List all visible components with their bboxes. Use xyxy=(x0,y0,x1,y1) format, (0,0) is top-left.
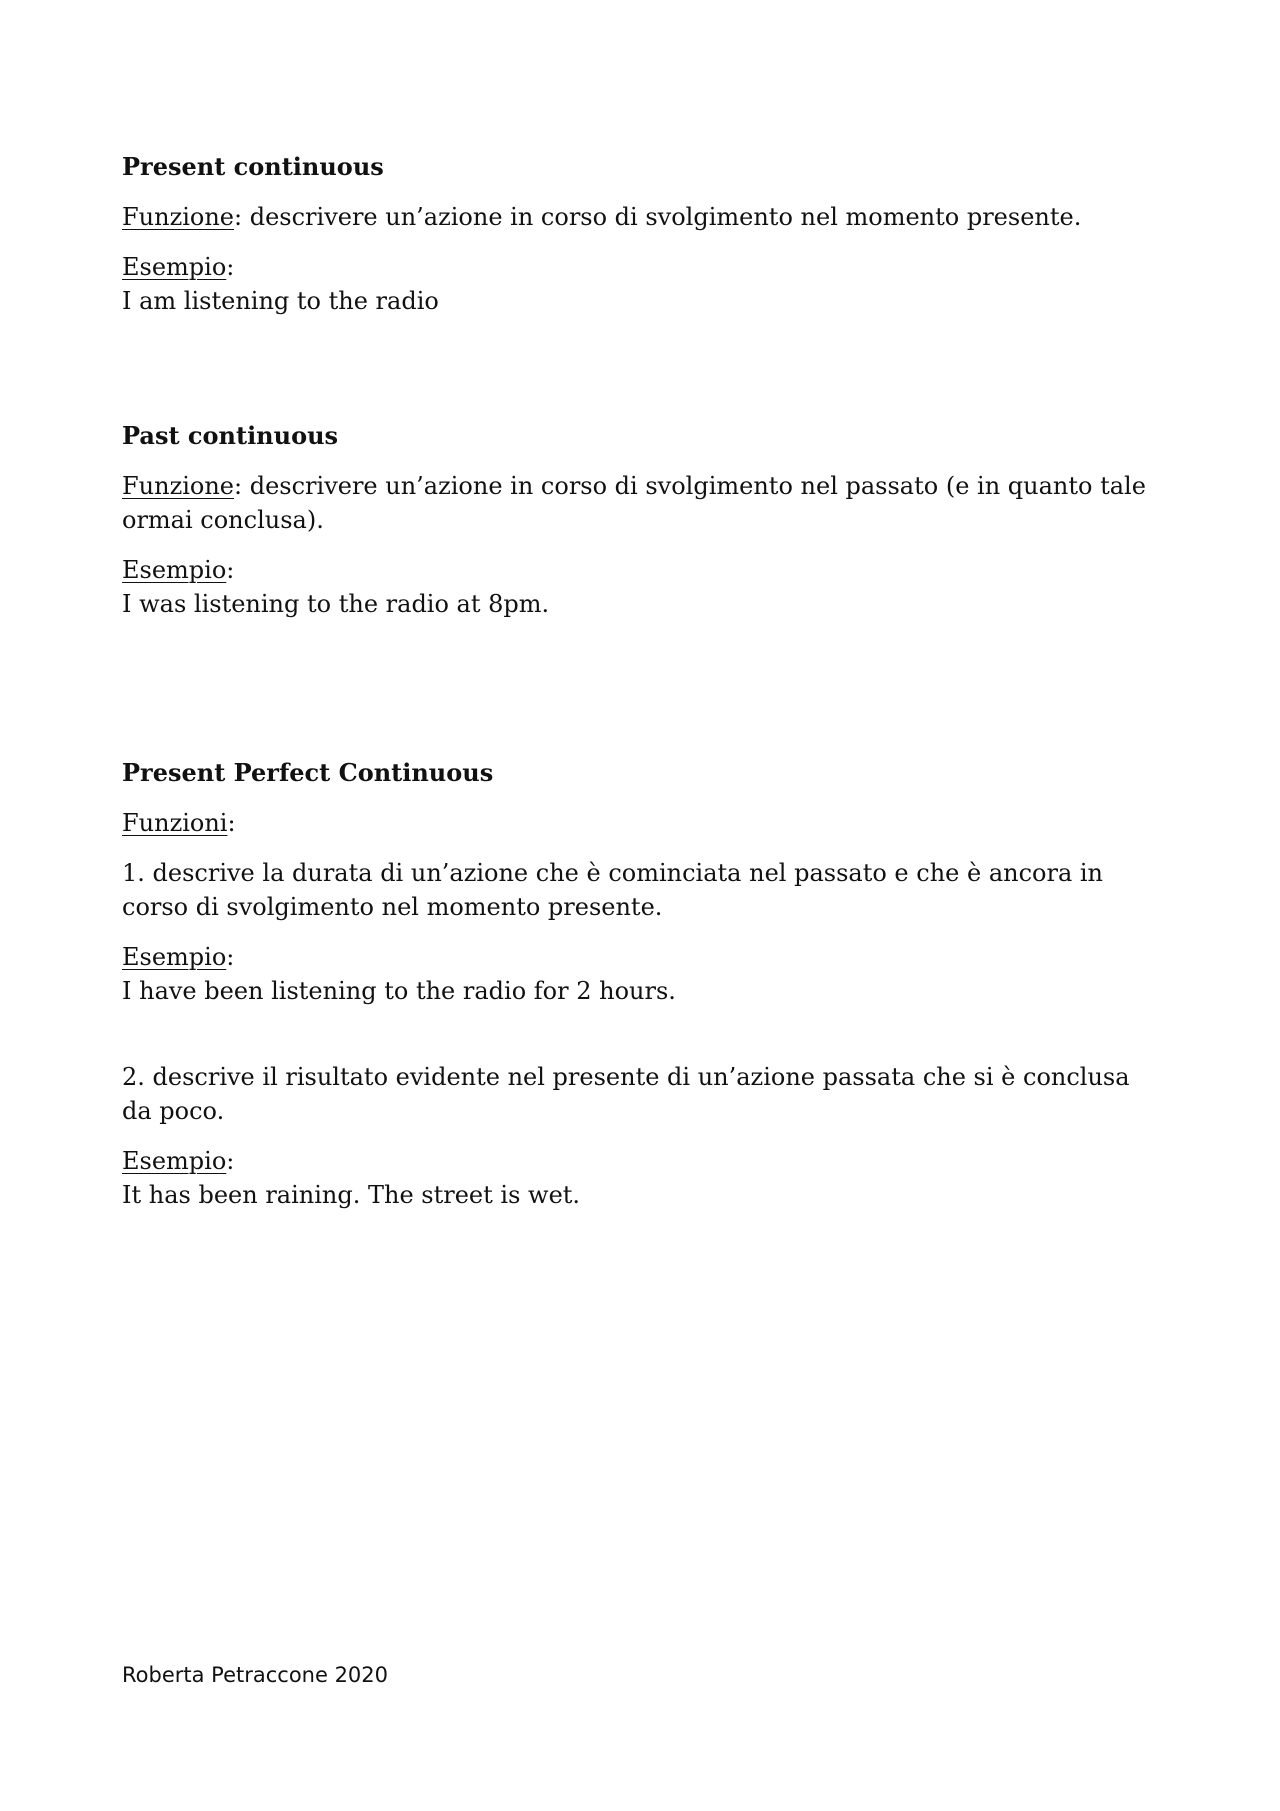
function-label: Funzione xyxy=(122,472,234,500)
functions-label: Funzioni xyxy=(122,809,228,837)
example-colon: : xyxy=(226,943,235,971)
function-item-1: 1. descrive la durata di un’azione che è cominciata nel passato e che è ancora in corso di svolgimento nel momento presente. xyxy=(122,859,1104,921)
section-present-continuous xyxy=(122,150,1162,318)
example-colon: : xyxy=(226,1147,235,1175)
example-label-line xyxy=(122,250,1162,284)
example-text: I have been listening to the radio for 2 hours. xyxy=(122,977,676,1005)
section-present-perfect-continuous xyxy=(122,756,1162,1212)
section-past-continuous xyxy=(122,419,1162,621)
document-body xyxy=(122,150,1162,1212)
example-text: I am listening to the radio xyxy=(122,287,439,315)
function-item-2: 2. descrive il risultato evidente nel presente di un’azione passata che si è conclusa da poco. xyxy=(122,1063,1130,1125)
example-label: Esempio xyxy=(122,253,227,281)
functions-label-line xyxy=(122,806,1162,840)
example-label-line xyxy=(122,940,1162,974)
function-paragraph xyxy=(122,200,1162,234)
example-label: Esempio xyxy=(122,943,227,971)
function-label: Funzione xyxy=(122,203,234,231)
function-paragraph xyxy=(122,469,1162,537)
functions-colon: : xyxy=(227,809,236,837)
function-text: : descrivere un’azione in corso di svolgimento nel momento presente. xyxy=(234,203,1082,231)
example-text: I was listening to the radio at 8pm. xyxy=(122,590,550,618)
example-label-line xyxy=(122,553,1162,587)
section-heading: Present continuous xyxy=(122,152,384,181)
function-text: : descrivere un’azione in corso di svolgimento nel passato (e in quanto tale ormai conclusa). xyxy=(122,472,1146,534)
example-colon: : xyxy=(226,556,235,584)
example-label-line xyxy=(122,1144,1162,1178)
section-heading: Past continuous xyxy=(122,421,339,450)
example-label: Esempio xyxy=(122,1147,227,1175)
example-colon: : xyxy=(226,253,235,281)
section-heading: Present Perfect Continuous xyxy=(122,758,494,787)
page-footer: Roberta Petraccone 2020 xyxy=(122,1663,389,1687)
example-text: It has been raining. The street is wet. xyxy=(122,1181,581,1209)
example-label: Esempio xyxy=(122,556,227,584)
